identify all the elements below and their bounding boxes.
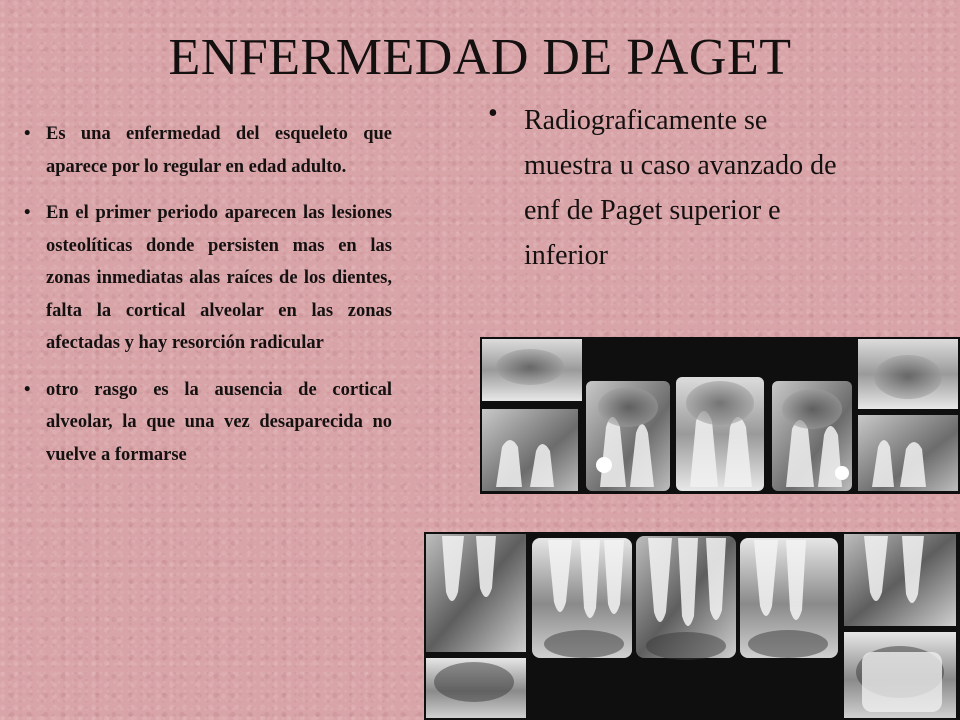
dental-radiograph-lower-icon bbox=[424, 532, 960, 720]
bullet-text: otro rasgo es la ausencia de cortical alveolar, la que una vez desaparecida no vuelve a formarse bbox=[46, 379, 392, 465]
bullet-glyph: • bbox=[24, 124, 31, 144]
dental-radiograph-upper-icon bbox=[480, 337, 960, 494]
left-bullet-list bbox=[20, 118, 392, 471]
bullet-glyph: • bbox=[24, 379, 31, 400]
bullet-text: Radiograficamente se muestra u caso avanzado de enf de Paget superior e inferior bbox=[524, 105, 837, 271]
list-item bbox=[20, 374, 392, 472]
dental-radiograph-lower bbox=[424, 532, 960, 720]
bullet-glyph: • bbox=[24, 203, 31, 223]
right-text-block bbox=[488, 98, 860, 278]
list-item bbox=[20, 118, 392, 183]
left-text-column bbox=[20, 118, 392, 485]
bullet-glyph: • bbox=[488, 98, 498, 129]
dental-radiograph-upper bbox=[480, 337, 960, 494]
slide-title: ENFERMEDAD DE PAGET bbox=[168, 29, 792, 86]
bullet-text: En el primer periodo aparecen las lesiones osteolíticas donde persisten mas en las zonas inmediatas alas raíces de los dientes, falta la cortical alveolar en las zonas afectadas y hay resorción radicular bbox=[46, 203, 392, 353]
list-item bbox=[20, 197, 392, 360]
bullet-text: Es una enfermedad del esqueleto que aparece por lo regular en edad adulto. bbox=[46, 124, 392, 177]
